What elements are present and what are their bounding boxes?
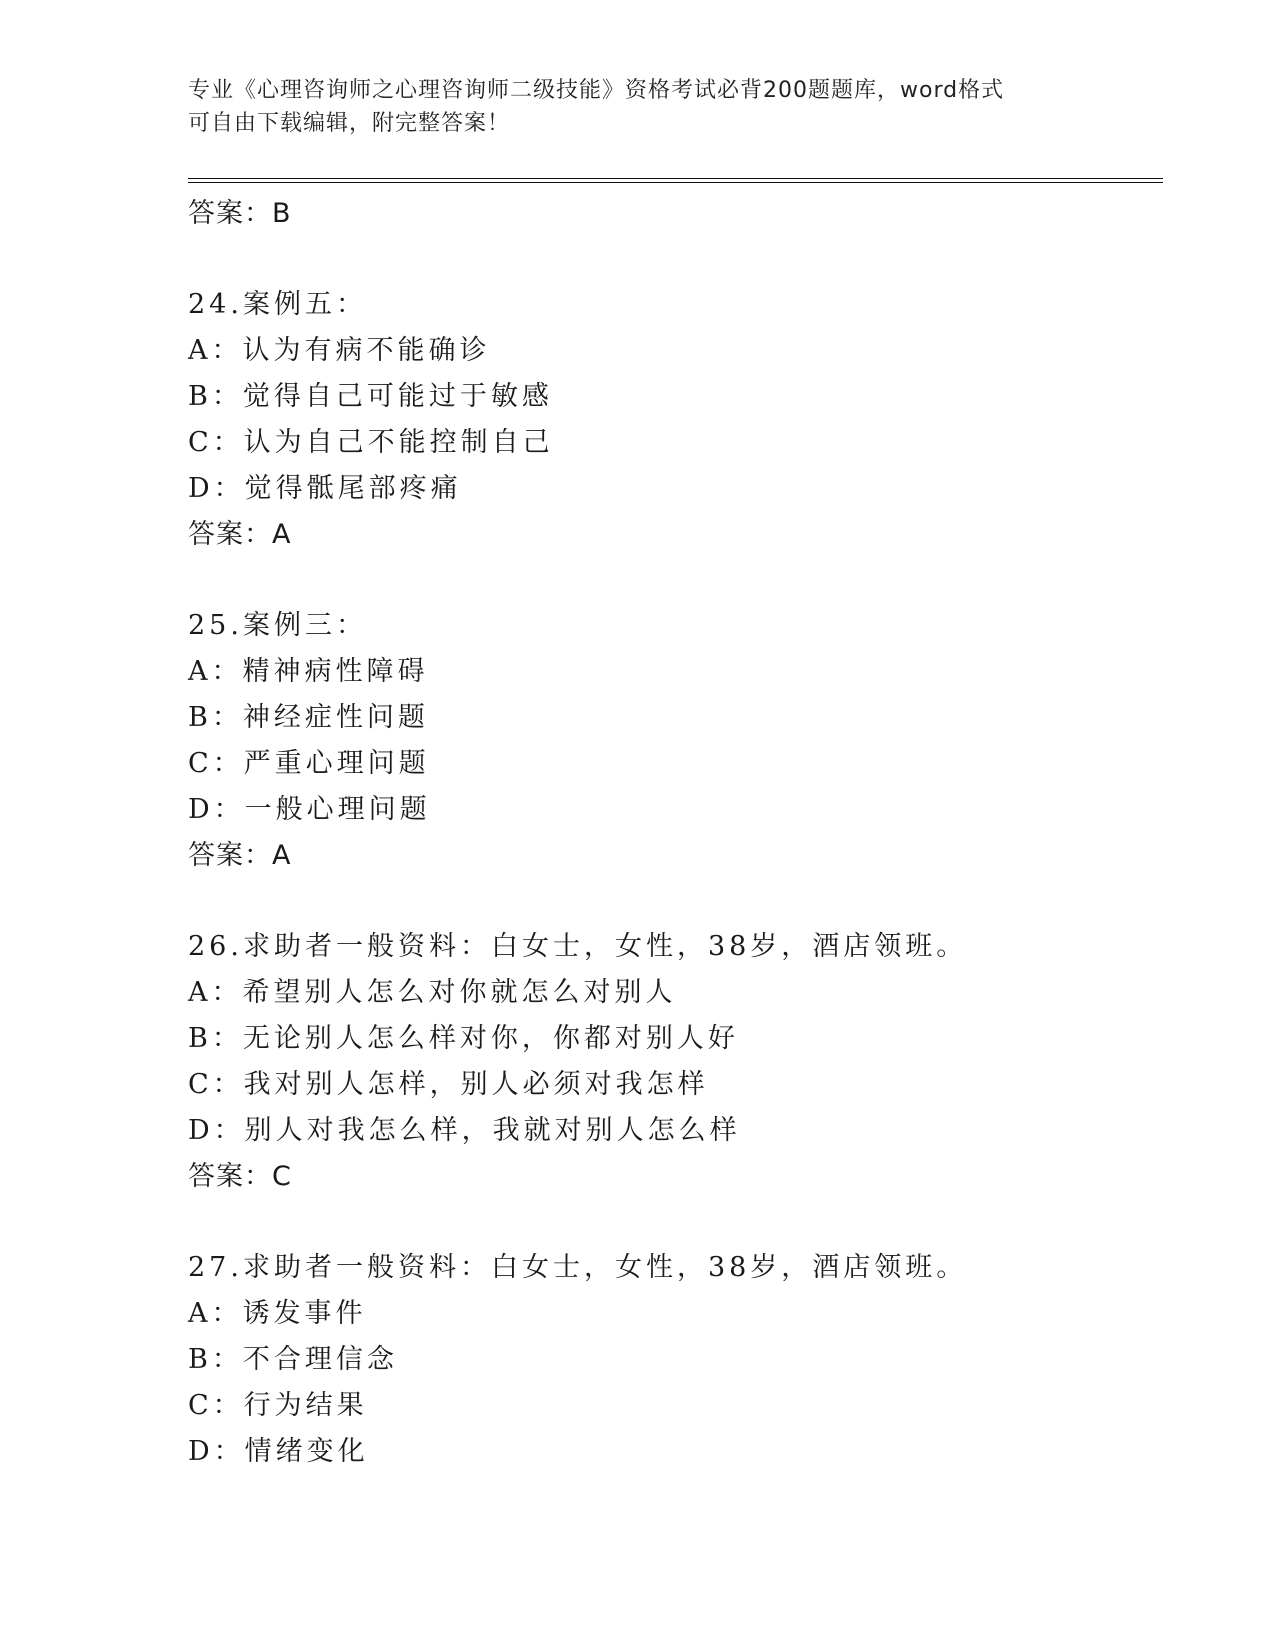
question-title: 26.求助者一般资料：白女士，女性，38岁，酒店领班。	[188, 931, 968, 962]
option-d: D：觉得骶尾部疼痛	[188, 473, 462, 504]
question-block	[188, 603, 1148, 879]
option-a: A：精神病性障碍	[188, 656, 429, 687]
option-c: C：行为结果	[188, 1390, 368, 1421]
answer-line: 答案：A	[188, 840, 292, 871]
option-a: A：希望别人怎么对你就怎么对别人	[188, 977, 677, 1008]
option-d: D：情绪变化	[188, 1436, 369, 1467]
answer-line: 答案：A	[188, 519, 292, 550]
option-a: A：认为有病不能确诊	[188, 335, 491, 366]
question-title: 25.案例三：	[188, 610, 367, 641]
option-b: B：不合理信念	[188, 1344, 398, 1375]
question-block	[188, 924, 1148, 1200]
question-list	[188, 191, 1148, 1475]
header-line-2: 可自由下载编辑，附完整答案！	[188, 111, 511, 136]
option-d: D：别人对我怎么样，我就对别人怎么样	[188, 1115, 741, 1146]
header-divider-top	[188, 178, 1163, 179]
question-block	[188, 1245, 1148, 1475]
option-a: A：诱发事件	[188, 1298, 367, 1329]
option-c: C：我对别人怎样，别人必须对我怎样	[188, 1069, 709, 1100]
header-divider-bottom	[188, 182, 1163, 183]
question-title: 27.求助者一般资料：白女士，女性，38岁，酒店领班。	[188, 1252, 968, 1283]
option-d: D：一般心理问题	[188, 794, 431, 825]
option-b: B：神经症性问题	[188, 702, 429, 733]
document-header	[188, 74, 1088, 140]
option-c: C：认为自己不能控制自己	[188, 427, 554, 458]
option-b: B：觉得自己可能过于敏感	[188, 381, 553, 412]
header-line-1: 专业《心理咨询师之心理咨询师二级技能》资格考试必背200题题库，word格式	[188, 78, 1005, 103]
question-title: 24.案例五：	[188, 289, 367, 320]
answer-line: 答案：B	[188, 198, 292, 229]
question-block	[188, 282, 1148, 558]
option-b: B：无论别人怎么样对你，你都对别人好	[188, 1023, 739, 1054]
answer-line: 答案：C	[188, 1161, 292, 1192]
option-c: C：严重心理问题	[188, 748, 430, 779]
